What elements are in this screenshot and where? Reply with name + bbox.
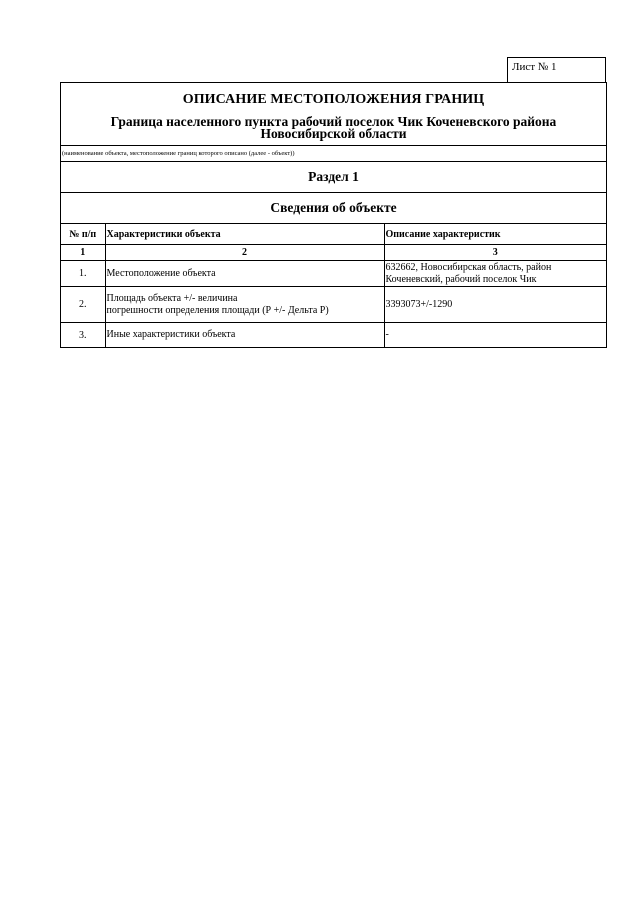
object-name — [61, 116, 606, 140]
description-text: 3393073+/-1290 — [385, 298, 453, 310]
table-row — [61, 323, 606, 348]
document-title: ОПИСАНИЕ МЕСТОПОЛОЖЕНИЯ ГРАНИЦ — [182, 92, 485, 107]
object-characteristics-table — [61, 223, 606, 347]
header-cell: Описание характеристик — [384, 224, 606, 245]
object-name-note: (наименование объекта, местоположение границ которого описано (далее - объект)) — [61, 145, 606, 161]
object-name-line-2: Новосибирской области — [260, 126, 407, 141]
characteristic-cell — [105, 287, 384, 323]
table-row — [61, 287, 606, 323]
column-number-cell: 2 — [105, 245, 384, 261]
characteristic-text: Иные характеристики объекта — [106, 329, 236, 340]
document-frame — [60, 82, 607, 348]
table-header-row — [61, 224, 606, 245]
description-cell — [384, 287, 606, 323]
characteristic-cell — [105, 323, 384, 348]
description-text: 632662, Новосибирская область, район — [385, 261, 552, 273]
section-title: Раздел 1 — [61, 161, 606, 192]
description-text: Коченевский, рабочий поселок Чик — [385, 273, 537, 285]
sheet-number-label: Лист № 1 — [512, 61, 557, 73]
row-number: 3. — [61, 323, 105, 348]
object-name-line-1: Граница населенного пункта рабочий поселок Чик Коченевского района — [110, 114, 557, 129]
section-subtitle: Сведения об объекте — [61, 192, 606, 223]
header-cell: № п/п — [61, 224, 105, 245]
characteristic-text: погрешности определения площади (Р +/- Дельта Р) — [106, 304, 329, 316]
characteristic-text: Площадь объекта +/- величина — [106, 292, 238, 304]
column-number-cell: 1 — [61, 245, 105, 261]
description-cell — [384, 261, 606, 287]
description-text: - — [385, 329, 389, 340]
characteristic-cell — [105, 261, 384, 287]
sheet-number — [507, 57, 606, 83]
header-cell: Характеристики объекта — [105, 224, 384, 245]
title-block — [61, 83, 606, 145]
description-cell — [384, 323, 606, 348]
column-number-cell: 3 — [384, 245, 606, 261]
characteristic-text: Местоположение объекта — [106, 267, 216, 279]
row-number: 1. — [61, 261, 105, 287]
row-number: 2. — [61, 287, 105, 323]
table-row — [61, 261, 606, 287]
column-number-row — [61, 245, 606, 261]
